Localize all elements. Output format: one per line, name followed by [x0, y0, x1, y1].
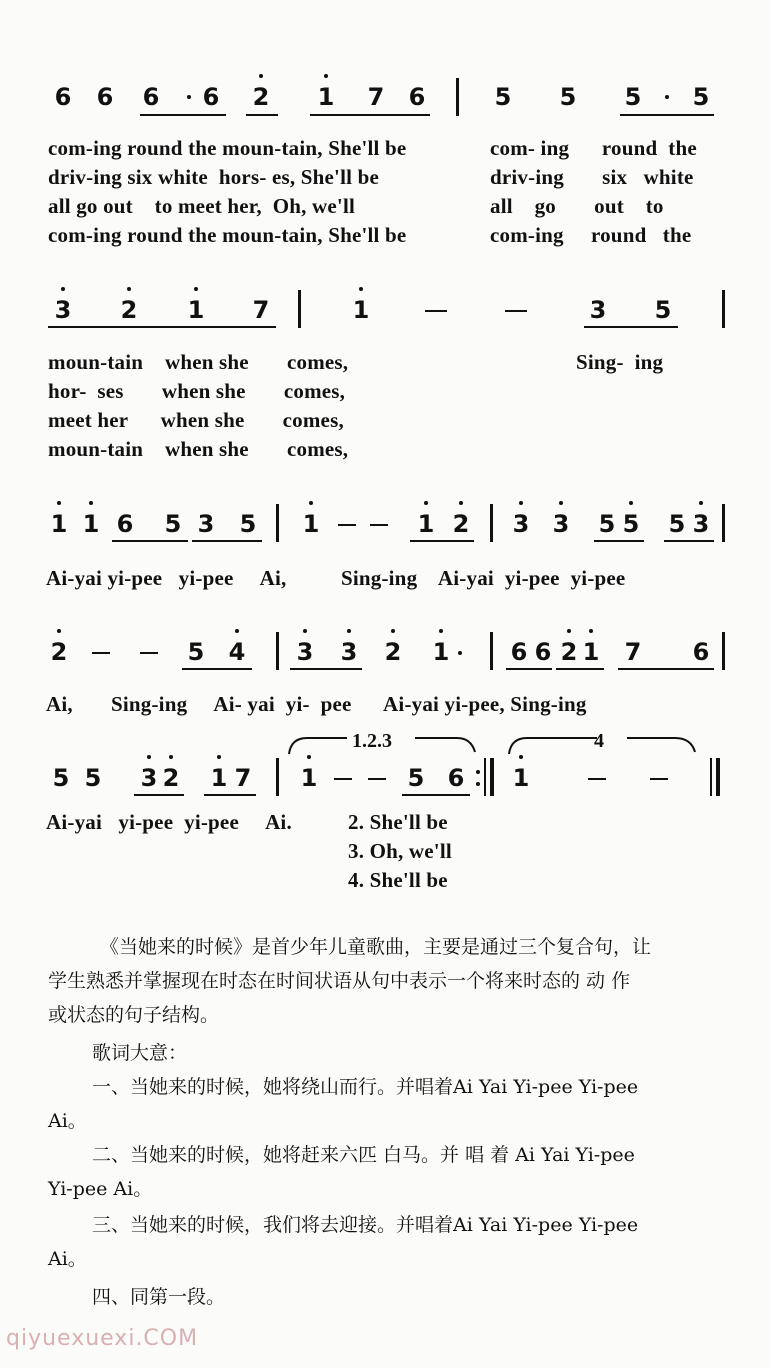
dash — [370, 524, 388, 526]
bar-line — [298, 290, 301, 328]
high-octave-dot — [359, 287, 363, 291]
note: 5 — [164, 510, 182, 538]
note: 5 — [559, 83, 577, 111]
note: 3 — [552, 510, 570, 538]
note: 5 — [654, 296, 672, 324]
final-bar-line — [716, 758, 720, 796]
beam — [112, 540, 188, 542]
note: 1 — [50, 510, 68, 538]
note: 7 — [624, 638, 642, 666]
beam — [410, 540, 474, 542]
final-bar-line — [710, 758, 712, 796]
note: 7 — [252, 296, 270, 324]
ending-lyric: 4. She'll be — [348, 868, 448, 892]
note: 6 — [534, 638, 552, 666]
beam — [506, 668, 552, 670]
dotted-rhythm — [665, 95, 669, 99]
dash — [650, 778, 668, 780]
volta-label: 1.2.3 — [352, 730, 392, 752]
note: 1 — [187, 296, 205, 324]
note: 5 — [624, 83, 642, 111]
beam — [192, 540, 262, 542]
note: 5 — [84, 764, 102, 792]
verse-meaning-line: Ai。 — [48, 1110, 87, 1132]
note: 6 — [142, 83, 160, 111]
beam — [618, 668, 714, 670]
bar-line — [276, 632, 279, 670]
dash — [140, 652, 158, 654]
beam — [290, 668, 362, 670]
high-octave-dot — [324, 74, 328, 78]
note: 5 — [622, 510, 640, 538]
lyric-line: Ai-yai yi-pee yi-pee Ai, Sing-ing Ai-yai yi-pee yi-pee — [46, 566, 626, 590]
bar-line — [722, 632, 725, 670]
note: 7 — [234, 764, 252, 792]
note: 6 — [447, 764, 465, 792]
repeat-dot — [476, 770, 480, 774]
lyric-line: Ai-yai yi-pee yi-pee Ai. — [46, 810, 292, 834]
high-octave-dot — [169, 755, 173, 759]
paragraph-line: 学生熟悉并掌握现在时态在时间状语从句中表示一个将来时态的 动 作 — [48, 970, 631, 992]
repeat-bar-line — [484, 758, 486, 796]
note: 3 — [340, 638, 358, 666]
high-octave-dot — [391, 629, 395, 633]
note: 2 — [162, 764, 180, 792]
bar-line — [276, 758, 279, 796]
note: 5 — [668, 510, 686, 538]
high-octave-dot — [57, 501, 61, 505]
note: 5 — [52, 764, 70, 792]
beam — [204, 794, 256, 796]
note: 6 — [408, 83, 426, 111]
paragraph-line: 《当她来的时候》是首少年儿童歌曲，主要是通过三个复合句，让 — [100, 936, 652, 958]
high-octave-dot — [217, 755, 221, 759]
dash — [368, 778, 386, 780]
high-octave-dot — [259, 74, 263, 78]
high-octave-dot — [194, 287, 198, 291]
volta-label: 4 — [594, 730, 604, 752]
high-octave-dot — [567, 629, 571, 633]
dash — [425, 310, 447, 312]
note: 1 — [352, 296, 370, 324]
note: 2 — [252, 83, 270, 111]
dash — [588, 778, 606, 780]
note: 3 — [197, 510, 215, 538]
dash — [338, 524, 356, 526]
note: 1 — [82, 510, 100, 538]
bar-line — [722, 290, 725, 328]
note: 3 — [692, 510, 710, 538]
note: 6 — [510, 638, 528, 666]
lyric-line: driv-ing six white — [490, 165, 694, 189]
note: 2 — [452, 510, 470, 538]
high-octave-dot — [235, 629, 239, 633]
section-heading: 歌词大意： — [92, 1042, 188, 1064]
lyric-line: meet her when she comes, — [48, 408, 344, 432]
note: 3 — [589, 296, 607, 324]
watermark: qiyuexuexi.COM — [6, 1326, 199, 1351]
verse-meaning-line: Yi-pee Ai。 — [48, 1178, 153, 1200]
beam — [594, 540, 644, 542]
note: 1 — [582, 638, 600, 666]
lyric-line: all go out to — [490, 194, 664, 218]
lyric-line: moun-tain when she comes, — [48, 437, 349, 461]
high-octave-dot — [589, 629, 593, 633]
lyric-line: com- ing round the — [490, 136, 697, 160]
note: 5 — [598, 510, 616, 538]
verse-meaning-line: 二、当她来的时候，她将赶来六匹 白马。并 唱 着 Ai Yai Yi-pee — [92, 1144, 635, 1166]
high-octave-dot — [559, 501, 563, 505]
note: 5 — [187, 638, 205, 666]
high-octave-dot — [347, 629, 351, 633]
note: 1 — [417, 510, 435, 538]
beam — [664, 540, 714, 542]
note: 5 — [494, 83, 512, 111]
note: 4 — [228, 638, 246, 666]
note: 5 — [692, 83, 710, 111]
dash — [505, 310, 527, 312]
verse-meaning-line: 四、同第一段。 — [92, 1286, 226, 1308]
note: 1 — [432, 638, 450, 666]
high-octave-dot — [424, 501, 428, 505]
beam — [556, 668, 604, 670]
note: 2 — [384, 638, 402, 666]
note: 6 — [202, 83, 220, 111]
lyric-line: com-ing round the — [490, 223, 692, 247]
note: 7 — [367, 83, 385, 111]
bar-line — [456, 78, 459, 116]
ending-lyric: 3. Oh, we'll — [348, 839, 452, 863]
note: 1 — [302, 510, 320, 538]
note: 1 — [317, 83, 335, 111]
beam — [140, 114, 226, 116]
high-octave-dot — [89, 501, 93, 505]
high-octave-dot — [127, 287, 131, 291]
beam — [182, 668, 252, 670]
lyric-line: driv-ing six white hors- es, She'll be — [48, 165, 379, 189]
note: 2 — [560, 638, 578, 666]
note: 6 — [96, 83, 114, 111]
high-octave-dot — [699, 501, 703, 505]
high-octave-dot — [309, 501, 313, 505]
note: 1 — [210, 764, 228, 792]
repeat-dot — [476, 782, 480, 786]
note: 3 — [512, 510, 530, 538]
high-octave-dot — [519, 501, 523, 505]
lyric-line: all go out to meet her, Oh, we'll — [48, 194, 356, 218]
verse-meaning-line: Ai。 — [48, 1248, 87, 1270]
repeat-bar-line — [490, 758, 494, 796]
beam — [246, 114, 278, 116]
bar-line — [490, 504, 493, 542]
verse-meaning-line: 一、当她来的时候，她将绕山而行。并唱着Ai Yai Yi-pee Yi-pee — [92, 1076, 639, 1098]
lyric-line: moun-tain when she comes, — [48, 350, 349, 374]
note: 3 — [296, 638, 314, 666]
high-octave-dot — [439, 629, 443, 633]
note: 6 — [54, 83, 72, 111]
note: 2 — [120, 296, 138, 324]
high-octave-dot — [61, 287, 65, 291]
dash — [334, 778, 352, 780]
note: 6 — [116, 510, 134, 538]
note: 3 — [140, 764, 158, 792]
beam — [48, 326, 276, 328]
note: 6 — [692, 638, 710, 666]
bar-line — [276, 504, 279, 542]
beam — [310, 114, 430, 116]
high-octave-dot — [519, 755, 523, 759]
high-octave-dot — [147, 755, 151, 759]
paragraph-line: 或状态的句子结构。 — [48, 1004, 220, 1026]
beam — [620, 114, 714, 116]
verse-meaning-line: 三、当她来的时候，我们将去迎接。并唱着Ai Yai Yi-pee Yi-pee — [92, 1214, 639, 1236]
note: 3 — [54, 296, 72, 324]
bar-line — [722, 504, 725, 542]
note: 5 — [407, 764, 425, 792]
ending-lyric: 2. She'll be — [348, 810, 448, 834]
lyric-line: hor- ses when she comes, — [48, 379, 346, 403]
beam — [402, 794, 470, 796]
high-octave-dot — [629, 501, 633, 505]
note: 5 — [239, 510, 257, 538]
high-octave-dot — [459, 501, 463, 505]
note: 1 — [300, 764, 318, 792]
dotted-rhythm — [187, 95, 191, 99]
high-octave-dot — [303, 629, 307, 633]
bar-line — [490, 632, 493, 670]
beam — [134, 794, 184, 796]
beam — [584, 326, 678, 328]
lyric-line: com-ing round the moun-tain, She'll be — [48, 136, 407, 160]
note: 2 — [50, 638, 68, 666]
lyric-line: Ai, Sing-ing Ai- yai yi- pee Ai-yai yi-pee, Sing-ing — [46, 692, 587, 716]
lyric-line: com-ing round the moun-tain, She'll be — [48, 223, 407, 247]
dash — [92, 652, 110, 654]
dotted-rhythm — [458, 651, 462, 655]
note: 1 — [512, 764, 530, 792]
high-octave-dot — [57, 629, 61, 633]
volta-bracket-2 — [505, 732, 705, 756]
lyric-line: Sing- ing — [576, 350, 664, 374]
high-octave-dot — [307, 755, 311, 759]
